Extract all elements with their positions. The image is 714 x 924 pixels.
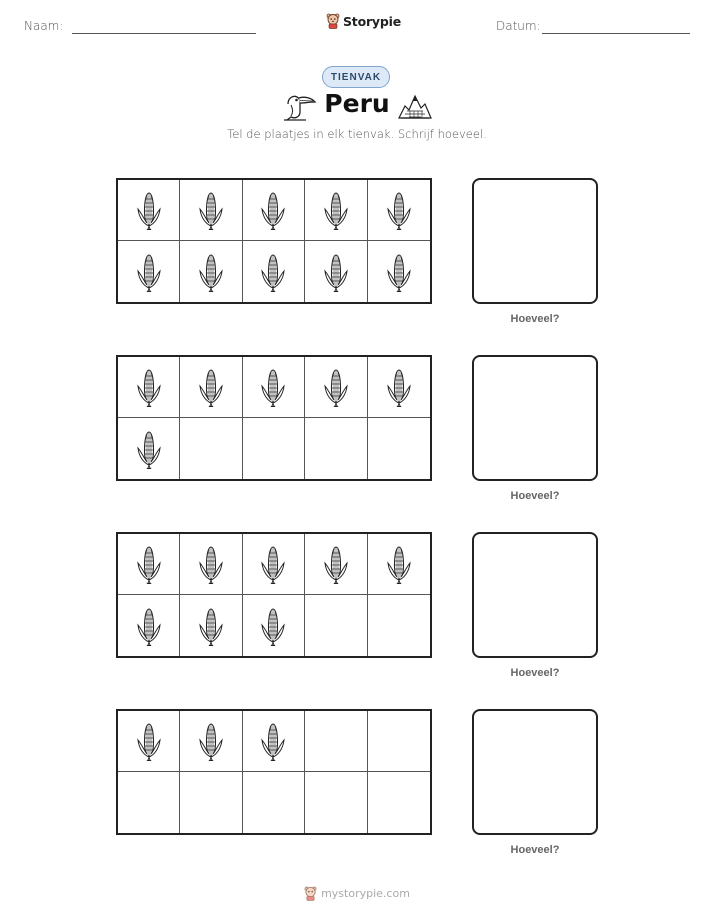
corn-icon — [258, 720, 288, 762]
corn-icon — [258, 366, 288, 408]
ten-frame — [116, 709, 432, 835]
corn-icon — [384, 251, 414, 293]
answer-label: Hoeveel? — [510, 313, 560, 325]
corn-icon — [196, 189, 226, 231]
corn-icon — [196, 251, 226, 293]
frame-cell — [243, 418, 305, 479]
instructions: Tel de plaatjes in elk tienvak. Schrijf hoeveel. — [227, 127, 487, 141]
corn-icon — [321, 251, 351, 293]
corn-icon — [321, 543, 351, 585]
footer — [0, 886, 714, 901]
corn-icon — [134, 251, 164, 293]
frame-cell — [305, 772, 367, 833]
frame-cell — [118, 772, 180, 833]
corn-icon — [258, 605, 288, 647]
frame-cell — [118, 418, 180, 479]
ten-frame — [116, 178, 432, 304]
answer-label: Hoeveel? — [510, 844, 560, 856]
frame-cell — [305, 357, 367, 418]
corn-icon — [196, 366, 226, 408]
name-label: Naam: — [24, 19, 64, 33]
frame-cell — [305, 711, 367, 772]
frame-cell — [180, 418, 242, 479]
corn-icon — [321, 189, 351, 231]
bear-icon — [304, 886, 317, 901]
frame-cell — [368, 534, 430, 595]
corn-icon — [258, 251, 288, 293]
frame-cell — [368, 357, 430, 418]
frame-cell — [305, 418, 367, 479]
ten-frame — [116, 355, 432, 481]
date-line — [542, 33, 690, 34]
corn-icon — [258, 189, 288, 231]
corn-icon — [134, 366, 164, 408]
answer-label: Hoeveel? — [510, 490, 560, 502]
frame-cell — [118, 534, 180, 595]
frame-cell — [118, 241, 180, 302]
corn-icon — [196, 720, 226, 762]
frame-cell — [243, 241, 305, 302]
corn-icon — [258, 543, 288, 585]
corn-icon — [321, 366, 351, 408]
frame-cell — [180, 772, 242, 833]
frame-cell — [180, 534, 242, 595]
answer-label: Hoeveel? — [510, 667, 560, 679]
corn-icon — [134, 189, 164, 231]
corn-icon — [134, 605, 164, 647]
frame-cell — [305, 534, 367, 595]
frame-cell — [368, 180, 430, 241]
frame-cell — [305, 595, 367, 656]
answer-box[interactable] — [472, 532, 598, 658]
frame-cell — [243, 534, 305, 595]
frame-cell — [368, 418, 430, 479]
brand-logo — [326, 13, 401, 29]
frame-cell — [180, 595, 242, 656]
corn-icon — [134, 543, 164, 585]
name-line — [72, 33, 256, 34]
corn-icon — [384, 366, 414, 408]
frame-cell — [243, 357, 305, 418]
page-title: Peru — [324, 89, 390, 118]
title-row — [0, 90, 714, 124]
corn-icon — [384, 543, 414, 585]
frame-cell — [243, 595, 305, 656]
frame-cell — [368, 241, 430, 302]
frame-cell — [243, 772, 305, 833]
worksheet-type-badge: TIENVAK — [322, 66, 390, 88]
frame-cell — [118, 595, 180, 656]
frame-cell — [180, 241, 242, 302]
corn-icon — [384, 189, 414, 231]
footer-url: mystorypie.com — [321, 887, 410, 900]
corn-icon — [196, 605, 226, 647]
answer-box[interactable] — [472, 178, 598, 304]
bear-icon — [326, 13, 340, 29]
brand-name: Storypie — [343, 13, 401, 29]
frame-cell — [368, 595, 430, 656]
frame-cell — [243, 180, 305, 241]
frame-cell — [368, 772, 430, 833]
ten-frame — [116, 532, 432, 658]
corn-icon — [196, 543, 226, 585]
frame-cell — [180, 357, 242, 418]
frame-cell — [180, 180, 242, 241]
frame-cell — [368, 711, 430, 772]
corn-icon — [134, 428, 164, 470]
frame-cell — [243, 711, 305, 772]
answer-box[interactable] — [472, 709, 598, 835]
frame-cell — [180, 711, 242, 772]
corn-icon — [134, 720, 164, 762]
temple-icon — [397, 92, 433, 120]
frame-cell — [118, 357, 180, 418]
frame-cell — [118, 180, 180, 241]
frame-cell — [305, 180, 367, 241]
date-label: Datum: — [496, 19, 541, 33]
answer-box[interactable] — [472, 355, 598, 481]
frame-cell — [305, 241, 367, 302]
frame-cell — [118, 711, 180, 772]
